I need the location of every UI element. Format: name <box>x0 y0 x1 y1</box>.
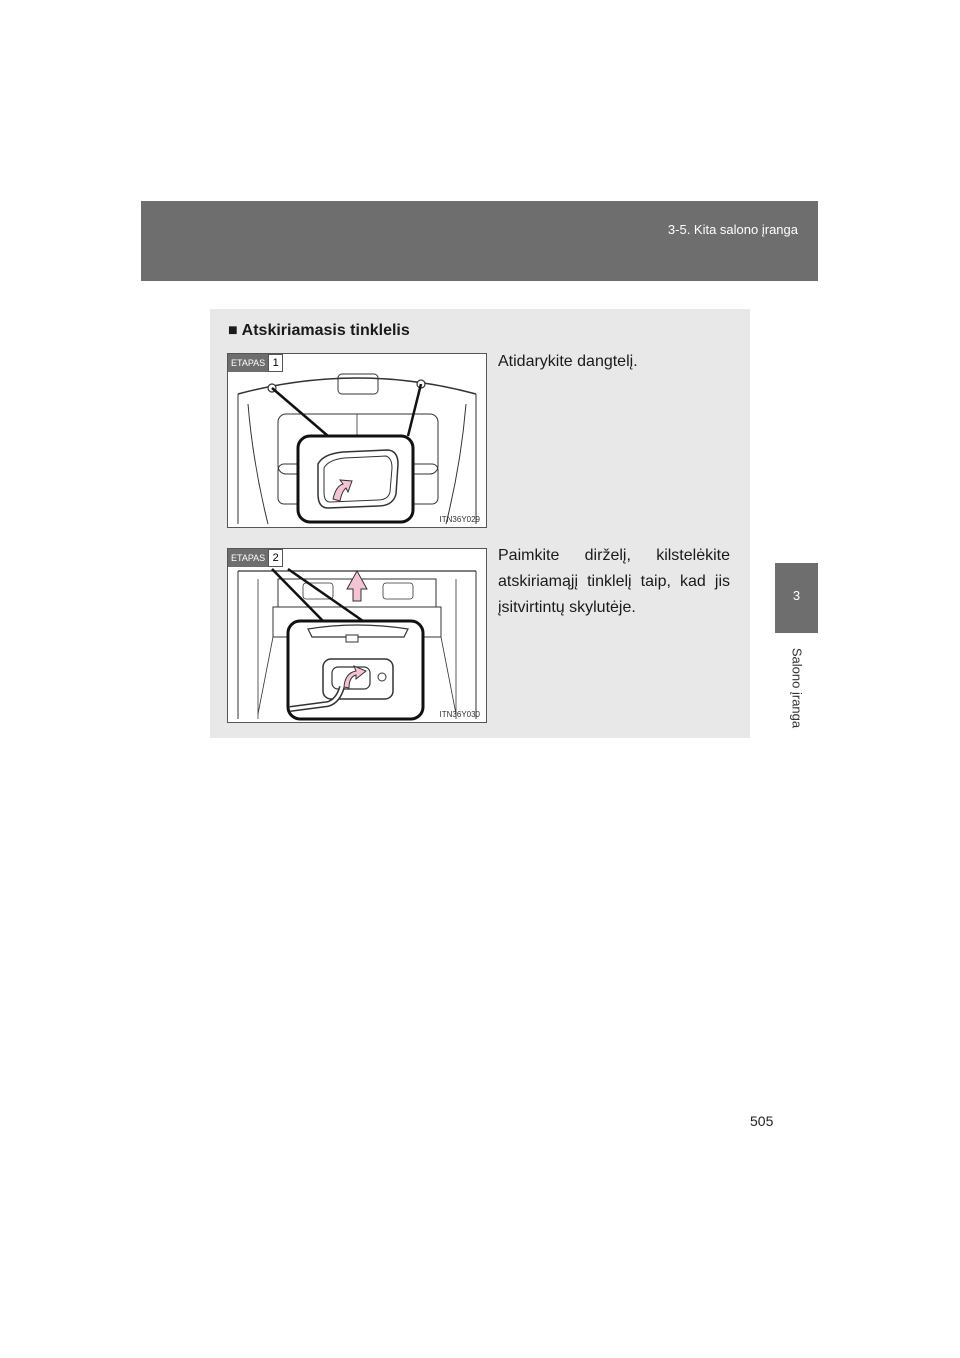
step-2-number: 2 <box>268 549 283 567</box>
step-1-number: 1 <box>268 354 283 372</box>
step-1-text: Atidarykite dangtelį. <box>498 353 638 370</box>
step-2-badge <box>228 549 283 567</box>
section-header-title: 3-5. Kita salono įranga <box>667 222 798 237</box>
page-number: 505 <box>750 1113 774 1129</box>
content-box <box>210 309 750 738</box>
step-2-text: Paimkite dirželį, kilstelėkite atskiriamąjį tinklelį taip, kad jis įsitvirtintų skylutėje. <box>498 547 730 616</box>
chapter-tab-label-text: Salono įranga <box>789 647 804 729</box>
step-2-illustration <box>227 548 487 723</box>
chapter-tab-number: 3 <box>775 563 818 633</box>
step-2-figure-code: ITN36Y030 <box>439 710 480 719</box>
section-title <box>228 322 410 340</box>
step-1-figure-code: ITN36Y029 <box>439 515 480 524</box>
step-2-tag: ETAPAS <box>228 549 268 567</box>
step-1-tag: ETAPAS <box>228 354 268 372</box>
step-1-badge <box>228 354 283 372</box>
step-1-illustration <box>227 353 487 528</box>
rear-seat-cover-drawing <box>228 354 486 527</box>
section-title-text: Atskiriamasis tinklelis <box>241 322 410 339</box>
section-bullet: ■ <box>228 322 238 339</box>
header-band <box>141 201 818 281</box>
luggage-net-drawing <box>228 549 486 722</box>
chapter-tab-label <box>775 633 818 743</box>
